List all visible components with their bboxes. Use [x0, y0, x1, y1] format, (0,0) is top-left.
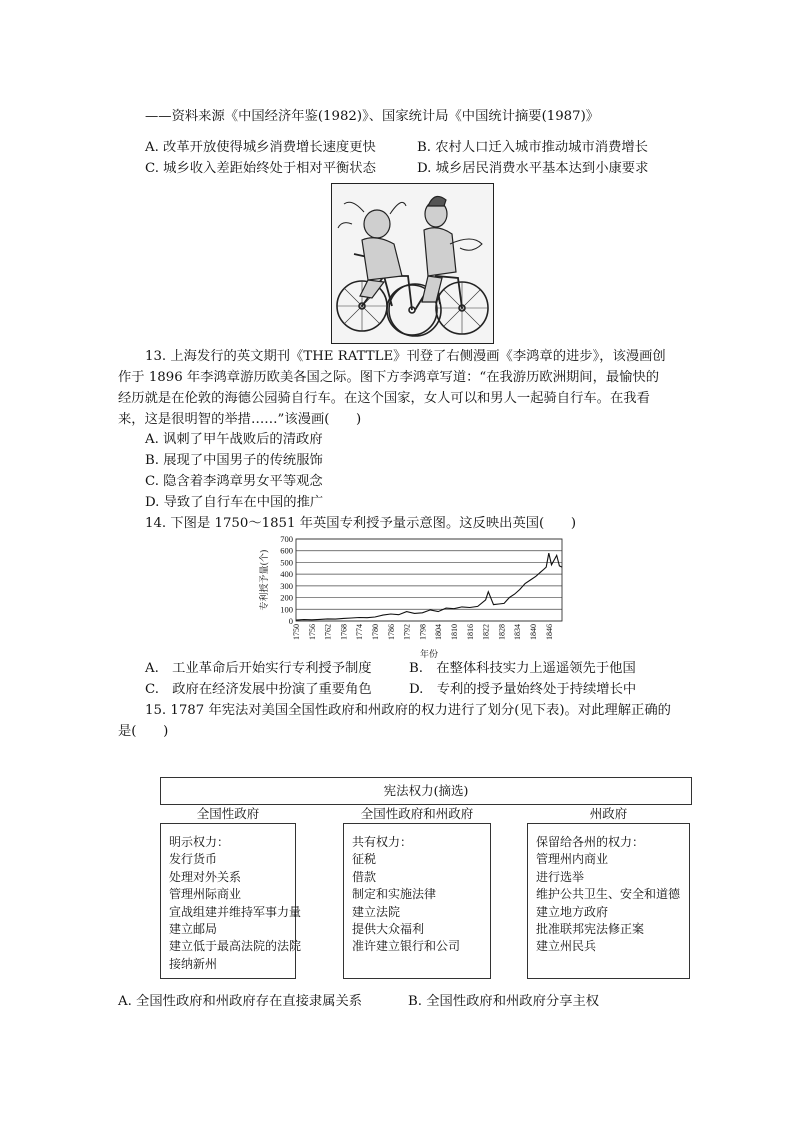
- state-item: 保留给各州的权力：: [536, 835, 645, 849]
- q14-options-row-1: [145, 659, 665, 679]
- x-tick-label: 1840: [529, 624, 539, 640]
- state-item: 维护公共卫生、安全和道德: [536, 887, 681, 902]
- shared-item: 建立法院: [352, 904, 401, 919]
- patent-series-line: [296, 553, 562, 620]
- x-tick-label: 1780: [371, 624, 381, 640]
- shared-item: 共有权力：: [352, 835, 413, 849]
- x-tick-label: 1768: [339, 624, 349, 640]
- q15-stem-line-2: 是( ): [118, 724, 169, 739]
- powers-table-title: 宪法权力(摘选): [160, 777, 692, 805]
- q13-option-a[interactable]: A. 讽刺了甲午战败后的清政府: [145, 432, 323, 447]
- national-item: 明示权力：: [169, 835, 230, 849]
- y-tick-label: 0: [288, 616, 293, 626]
- national-item: 接纳新州: [169, 956, 218, 971]
- q14-option-d[interactable]: D. 专利的授予量始终处于持续增长中: [409, 682, 637, 697]
- shared-item: 借款: [352, 869, 377, 884]
- shared-item: 制定和实施法律: [352, 887, 437, 902]
- x-tick-label: 1750: [292, 624, 301, 640]
- q13-stem-line-2: 作于 1896 年李鸿章游历欧美各国之际。图下方李鸿章写道：“在我游历欧洲期间，最愉快的: [118, 370, 660, 385]
- patent-chart-svg: [256, 535, 566, 660]
- q12-option-a[interactable]: A. 改革开放使得城乡消费增长速度更快: [145, 140, 376, 155]
- state-item: 建立地方政府: [536, 904, 609, 919]
- cartoon-li-hongzhang-bicycle: [331, 183, 494, 344]
- x-tick-label: 1834: [513, 624, 523, 640]
- y-tick-label: 300: [280, 580, 293, 591]
- q14-option-a[interactable]: A. 工业革命后开始实行专利授予制度: [145, 661, 372, 676]
- x-tick-label: 1774: [355, 624, 365, 640]
- y-tick-label: 700: [280, 535, 293, 544]
- y-tick-label: 400: [280, 569, 293, 580]
- col-box-shared: [343, 823, 491, 979]
- x-tick-label: 1792: [402, 624, 412, 640]
- y-axis-label: 专利授予量(个): [260, 549, 270, 611]
- q14-stem: 14. 下图是 1750～1851 年英国专利授予量示意图。这反映出英国( ): [145, 516, 577, 531]
- national-item: 宣战组建并维持军事力量: [169, 904, 302, 919]
- q13-option-c[interactable]: C. 隐含着李鸿章男女平等观念: [145, 474, 323, 489]
- q12-option-c[interactable]: C. 城乡收入差距始终处于相对平衡状态: [145, 161, 376, 176]
- q12-option-b[interactable]: B. 农村人口迁入城市推动城市消费增长: [417, 140, 648, 155]
- shared-item: 提供大众福利: [352, 922, 425, 937]
- x-tick-label: 1846: [544, 624, 554, 640]
- q13-stem-line-3: 经历就是在伦敦的海德公园骑自行车。在这个国家，女人可以和男人一起骑自行车。在我看: [118, 391, 650, 406]
- patent-chart: [256, 535, 566, 660]
- national-item: 建立低于最高法院的法院: [169, 939, 302, 954]
- q13-option-b[interactable]: B. 展现了中国男子的传统服饰: [145, 453, 323, 468]
- y-tick-label: 500: [280, 557, 293, 568]
- x-tick-label: 1816: [465, 624, 475, 640]
- cartoon-illustration: [332, 184, 493, 343]
- q12-option-d[interactable]: D. 城乡居民消费水平基本达到小康要求: [417, 161, 649, 176]
- x-tick-label: 1762: [323, 624, 333, 640]
- state-item: 管理州内商业: [536, 852, 609, 867]
- q13-stem-line-1: 13. 上海发行的英文期刊《THE RATTLE》刊登了右侧漫画《李鸿章的进步》，该漫画创: [145, 349, 666, 364]
- plot-frame: [296, 539, 562, 621]
- source-line: ——资料来源《中国经济年鉴(1982)》、国家统计局《中国统计摘要(1987)》: [145, 109, 600, 124]
- col-header-shared: 全国性政府和州政府: [360, 806, 474, 821]
- y-tick-label: 200: [280, 592, 293, 603]
- x-tick-label: 1786: [386, 624, 396, 640]
- y-tick-label: 100: [280, 604, 293, 615]
- x-tick-label: 1798: [418, 624, 428, 640]
- national-item: 管理州际商业: [169, 887, 242, 902]
- q13-stem-line-4: 来，这是很明智的举措……”该漫画( ): [118, 412, 362, 427]
- q15-option-a[interactable]: A. 全国性政府和州政府存在直接隶属关系: [118, 994, 363, 1009]
- state-item: 批准联邦宪法修正案: [536, 922, 645, 937]
- national-item: 处理对外关系: [169, 869, 242, 884]
- x-tick-label: 1810: [450, 624, 460, 640]
- q15-options-row: [118, 992, 678, 1012]
- x-axis-label: 年份: [419, 650, 439, 660]
- q14-option-c[interactable]: C. 政府在经济发展中扮演了重要角色: [145, 682, 372, 697]
- q13-option-d[interactable]: D. 导致了自行车在中国的推广: [145, 495, 324, 510]
- col-box-national: [160, 823, 302, 979]
- national-item: 建立邮局: [169, 922, 218, 937]
- state-item: 建立州民兵: [536, 939, 597, 954]
- q15-option-b[interactable]: B. 全国性政府和州政府分享主权: [408, 994, 600, 1009]
- col-box-state: [527, 823, 690, 979]
- q12-options-row-2: [145, 159, 665, 179]
- x-tick-label: 1804: [434, 624, 444, 640]
- shared-item: 准许建立银行和公司: [352, 939, 461, 954]
- q15-stem-line-1: 15. 1787 年宪法对美国全国性政府和州政府的权力进行了划分(见下表)。对此理解正确的: [145, 703, 671, 718]
- national-item: 发行货币: [169, 852, 218, 867]
- col-header-state: 州政府: [589, 806, 628, 821]
- q12-options-row-1: [145, 138, 665, 158]
- x-tick-label: 1756: [307, 624, 317, 640]
- shared-item: 征税: [352, 852, 377, 867]
- x-tick-label: 1828: [497, 624, 507, 640]
- y-tick-label: 600: [280, 545, 293, 556]
- col-header-national: 全国性政府: [196, 806, 260, 821]
- x-tick-label: 1822: [481, 624, 491, 640]
- q14-options-row-2: [145, 680, 665, 700]
- q14-option-b[interactable]: B. 在整体科技实力上遥遥领先于他国: [409, 661, 636, 676]
- state-item: 进行选举: [536, 869, 585, 884]
